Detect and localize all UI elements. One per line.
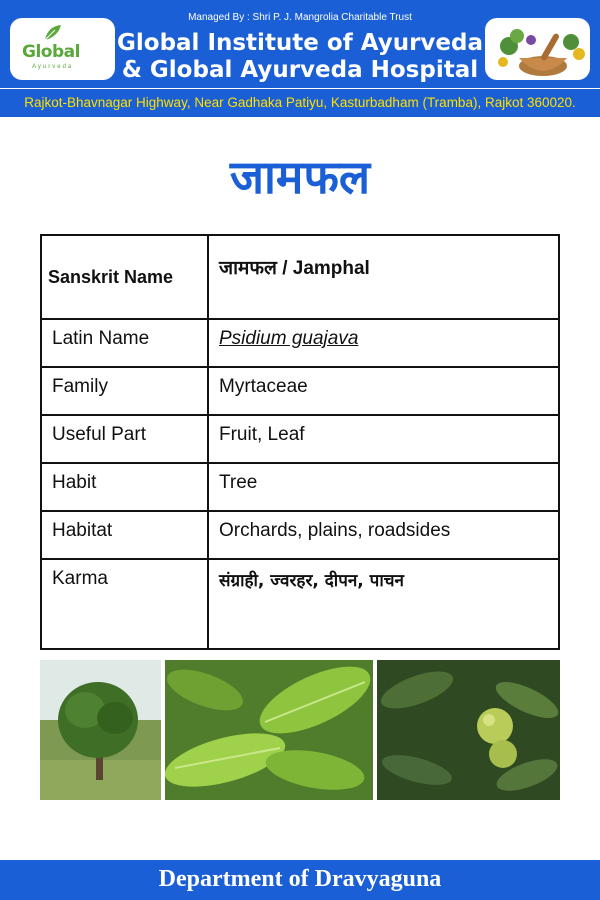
habitat-label: Habitat <box>41 511 208 559</box>
table-row <box>41 235 559 319</box>
logo-text: Global <box>22 42 80 62</box>
managed-by-text: Managed By : Shri P. J. Mangrolia Charitable Trust <box>188 12 412 23</box>
latin-name-value: Psidium guajava <box>219 328 359 349</box>
habitat-value: Orchards, plains, roadsides <box>208 511 559 559</box>
table-row <box>41 559 559 649</box>
institute-name-line1: Global Institute of Ayurveda <box>117 30 483 56</box>
guava-fruit-photo <box>377 660 560 800</box>
table-row <box>41 415 559 463</box>
family-label: Family <box>41 367 208 415</box>
department-footer: Department of Dravyaguna <box>0 860 600 900</box>
table-row <box>41 511 559 559</box>
logo-subtext: Ayurveda <box>32 64 74 70</box>
useful-part-label: Useful Part <box>41 415 208 463</box>
sanskrit-name-label: Sanskrit Name <box>41 235 208 319</box>
useful-part-value: Fruit, Leaf <box>208 415 559 463</box>
header-banner <box>0 0 600 88</box>
table-row <box>41 463 559 511</box>
table-row <box>41 319 559 367</box>
institute-name-line2: & Global Ayurveda Hospital <box>121 57 479 83</box>
address-bar: Rajkot-Bhavnagar Highway, Near Gadhaka Patiyu, Kasturbadham (Tramba), Rajkot 360020. <box>0 88 600 117</box>
family-value: Myrtaceae <box>208 367 559 415</box>
guava-leaves-photo <box>165 660 373 800</box>
sanskrit-name-value: जामफल / Jamphal <box>208 235 559 319</box>
guava-tree-photo <box>40 660 161 800</box>
habit-label: Habit <box>41 463 208 511</box>
karma-label: Karma <box>41 559 208 649</box>
plant-info-table <box>40 234 560 650</box>
page-title: जामफल <box>229 150 371 204</box>
latin-name-label: Latin Name <box>41 319 208 367</box>
table-row <box>41 367 559 415</box>
karma-value: संग्राही, ज्वरहर, दीपन, पाचन <box>219 571 404 591</box>
herbs-mortar-image <box>485 18 590 80</box>
habit-value: Tree <box>208 463 559 511</box>
